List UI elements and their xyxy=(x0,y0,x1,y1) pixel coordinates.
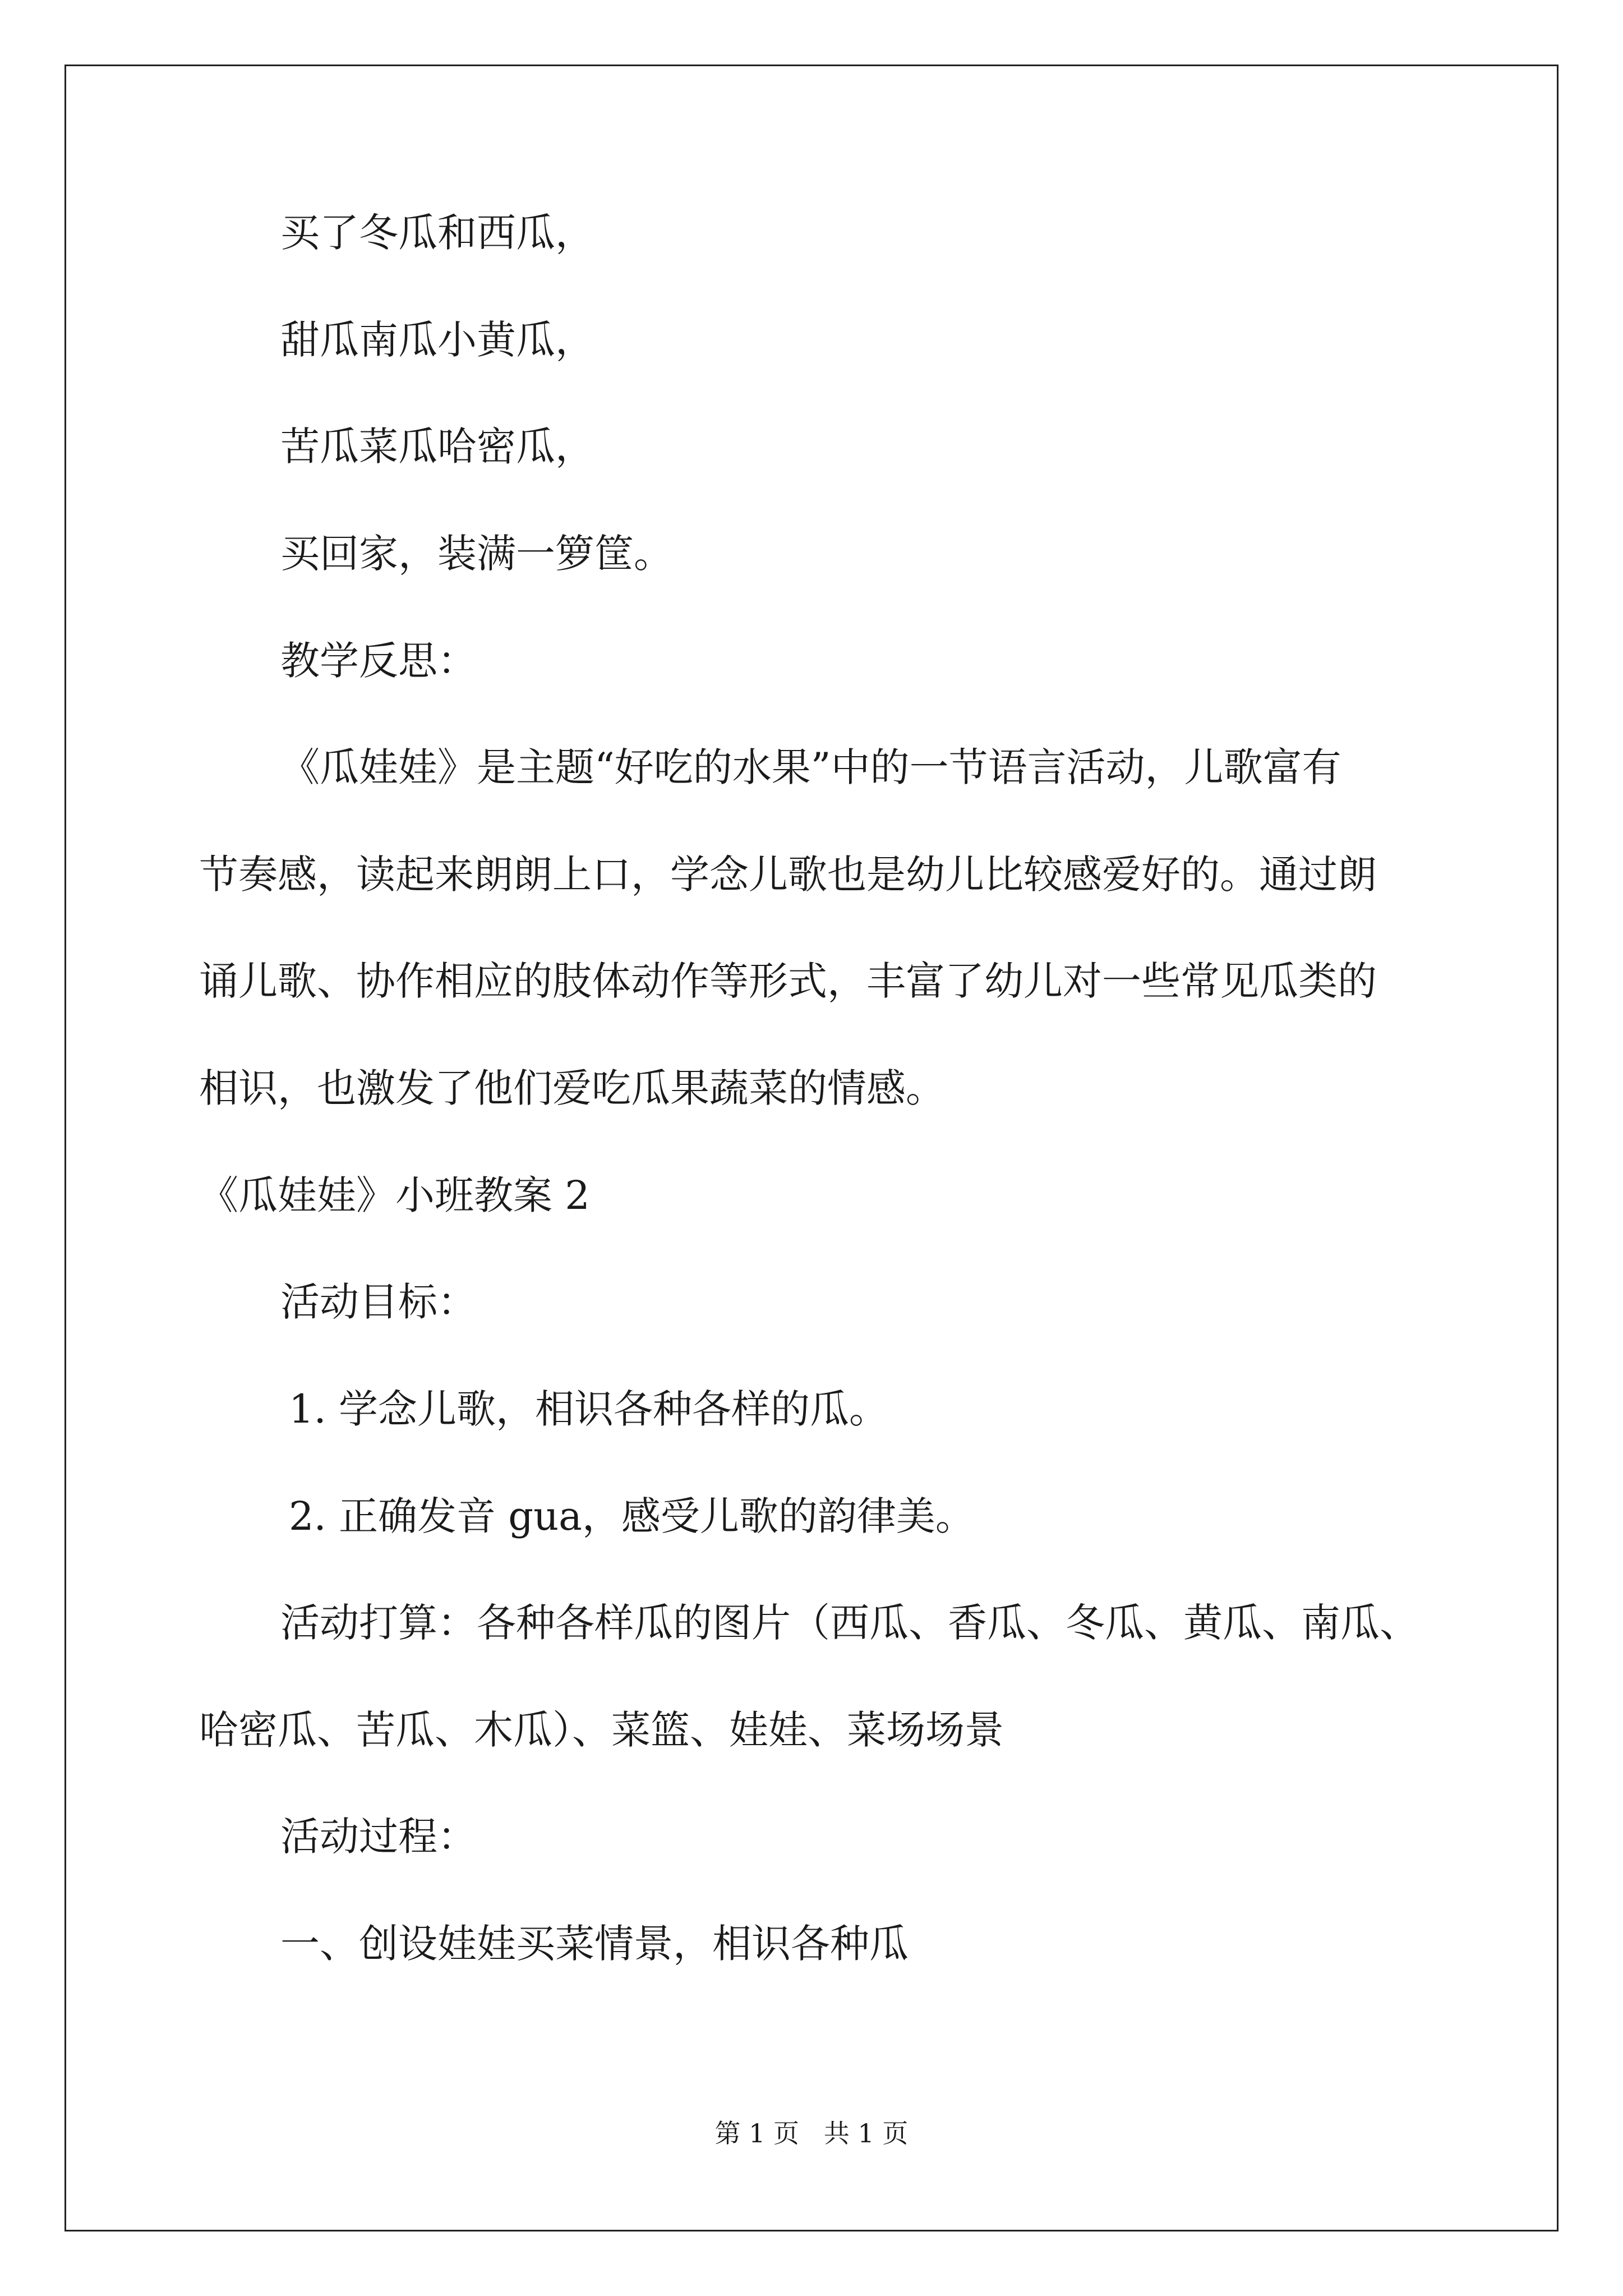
preparation-line-2: 哈密瓜、苦瓜、木瓜）、菜篮、娃娃、菜场场景 xyxy=(199,1707,1004,1753)
poem-line-1: 买了冬瓜和西瓜， xyxy=(280,210,594,256)
poem-line-2: 甜瓜南瓜小黄瓜， xyxy=(280,317,594,363)
poem-line-4: 买回家，装满一箩筐。 xyxy=(280,531,673,577)
page-border xyxy=(64,65,1559,2231)
process-step-1: 一、创设娃娃买菜情景，相识各种瓜 xyxy=(280,1921,909,1967)
section-title: 《瓜娃娃》小班教案 2 xyxy=(199,1172,590,1218)
goal-item-2: 2. 正确发音 gua，感受儿歌的韵律美。 xyxy=(289,1493,975,1539)
goal-item-1: 1. 学念儿歌，相识各种各样的瓜。 xyxy=(289,1386,889,1432)
preparation-line-1: 活动打算：各种各样瓜的图片（西瓜、香瓜、冬瓜、黄瓜、南瓜、 xyxy=(280,1600,1419,1646)
heading-goals: 活动目标： xyxy=(280,1279,477,1325)
reflection-line-3: 诵儿歌、协作相应的肢体动作等形式，丰富了幼儿对一些常见瓜类的 xyxy=(199,958,1377,1004)
page-footer: 第 1 页 共 1 页 xyxy=(714,2118,909,2148)
reflection-line-2: 节奏感，读起来朗朗上口，学念儿歌也是幼儿比较感爱好的。通过朗 xyxy=(199,852,1377,898)
heading-reflection: 教学反思： xyxy=(280,638,477,684)
reflection-line-1: 《瓜娃娃》是主题“好吃的水果”中的一节语言活动，儿歌富有 xyxy=(280,744,1341,790)
poem-line-3: 苦瓜菜瓜哈密瓜， xyxy=(280,424,594,470)
reflection-line-4: 相识，也激发了他们爱吃瓜果蔬菜的情感。 xyxy=(199,1065,945,1111)
heading-process: 活动过程： xyxy=(280,1814,477,1860)
